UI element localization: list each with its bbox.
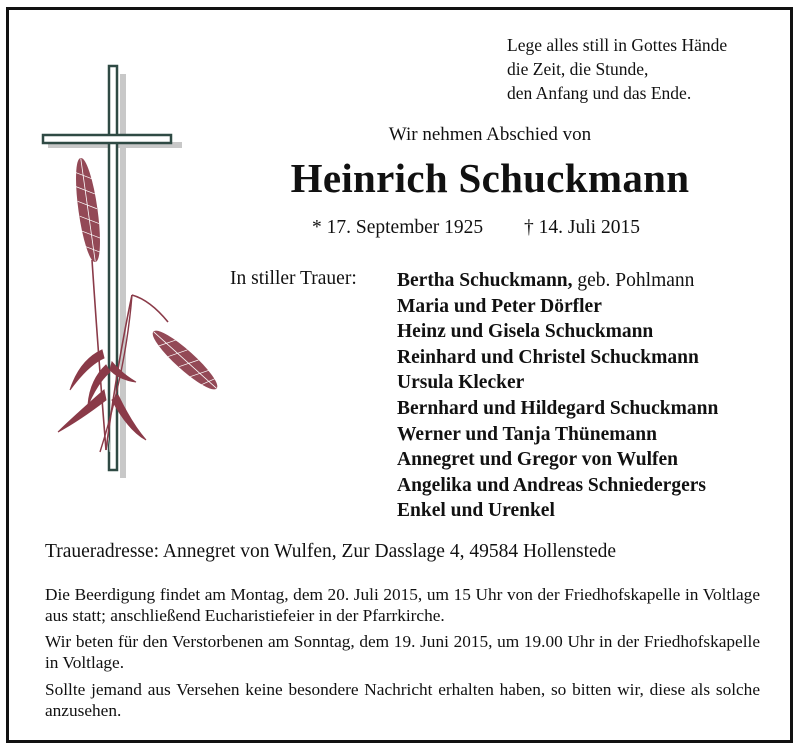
- mourner: [397, 268, 718, 294]
- mourner-name: Werner und Tanja Thünemann: [397, 423, 657, 445]
- mourner-name: Bertha Schuckmann,: [397, 270, 573, 291]
- intro-text: Wir nehmen Abschied von: [388, 124, 592, 145]
- notice-remark: Sollte jemand aus Versehen keine besondere Nachricht erhalten haben, so bitten wir, diese als solche anzusehen.: [45, 680, 760, 720]
- mourner-name: Ursula Klecker: [397, 372, 525, 394]
- birth-date: * 17. September 1925: [312, 217, 484, 238]
- cross-with-wheat-illustration: [40, 60, 220, 480]
- mourner-name: Heinz und Gisela Schuckmann: [397, 321, 654, 343]
- mourner: [397, 294, 718, 320]
- mourners-list: [397, 268, 718, 524]
- life-dates: [312, 217, 640, 239]
- mourner: [397, 473, 718, 499]
- mourner: [397, 447, 718, 473]
- mourner-name: Bernhard und Hildegard Schuckmann: [397, 397, 719, 419]
- mourner: [397, 422, 718, 448]
- mourners-label: In stiller Trauer:: [230, 268, 357, 289]
- mourner-name: Reinhard und Christel Schuckmann: [397, 346, 699, 368]
- mourner: [397, 498, 718, 524]
- prayer-info: Wir beten für den Verstorbenen am Sonntag, dem 19. Juni 2015, um 19.00 Uhr in der Friedhofskapelle in Voltlage.: [45, 632, 760, 672]
- verse: [507, 33, 727, 105]
- verse-line: den Anfang und das Ende.: [507, 83, 692, 103]
- mourner-extra: geb. Pohlmann: [572, 270, 695, 291]
- mourner: [397, 396, 718, 422]
- mourner-name: Maria und Peter Dörfler: [397, 295, 602, 317]
- mourner-name: Angelika und Andreas Schniedergers: [397, 474, 706, 496]
- verse-line: die Zeit, die Stunde,: [507, 59, 649, 79]
- mourner: [397, 319, 718, 345]
- deceased-name: Heinrich Schuckmann: [290, 155, 690, 201]
- mourning-address: Traueradresse: Annegret von Wulfen, Zur Dasslage 4, 49584 Hollenstede: [45, 541, 617, 562]
- mourner-name: Enkel und Urenkel: [397, 500, 555, 522]
- funeral-info: Die Beerdigung findet am Montag, dem 20. Juli 2015, um 15 Uhr von der Friedhofskapelle in Voltlage aus statt; anschließend Eucharistiefeier in der Pfarrkirche.: [45, 585, 760, 625]
- death-date: † 14. Juli 2015: [524, 217, 640, 238]
- mourner: [397, 345, 718, 371]
- mourner-name: Annegret und Gregor von Wulfen: [397, 449, 678, 471]
- mourner: [397, 370, 718, 396]
- verse-line: Lege alles still in Gottes Hände: [507, 35, 728, 55]
